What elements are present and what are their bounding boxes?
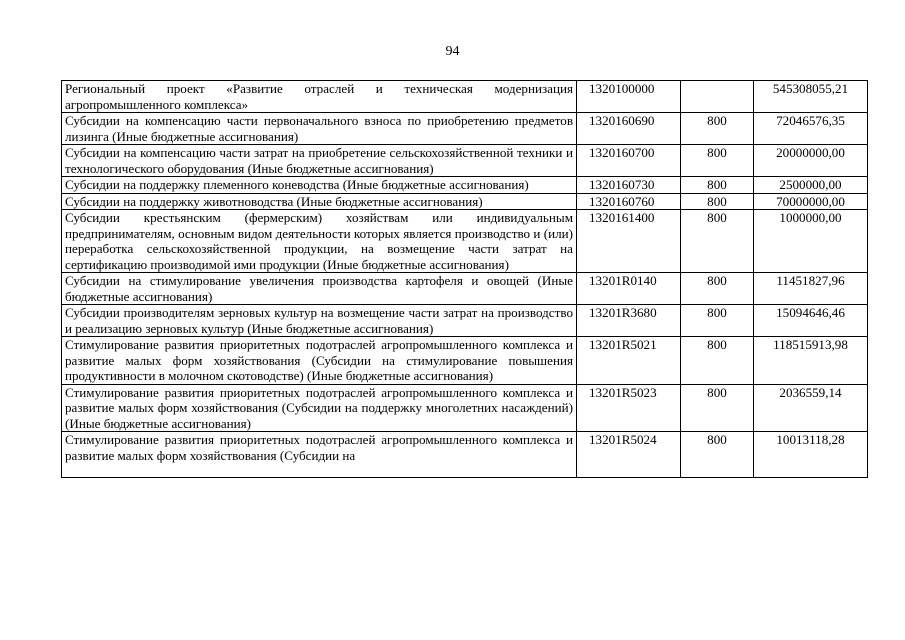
row-code: 1320160730 [577,177,681,194]
row-name [62,432,577,478]
row-amount: 2500000,00 [754,177,868,194]
row-kind: 800 [681,305,754,337]
row-kind [681,81,754,113]
row-amount: 10013118,28 [754,432,868,478]
row-name: Субсидии на компенсацию части затрат на приобретение сельскохозяйственной техники и технологического оборудования (Иные бюджетные ассигнования) [62,145,577,177]
row-kind: 800 [681,145,754,177]
row-code: 1320160690 [577,113,681,145]
table-row [62,210,868,273]
table-row [62,81,868,113]
table-row [62,177,868,194]
row-kind: 800 [681,384,754,432]
row-code: 1320160760 [577,193,681,210]
row-amount: 2036559,14 [754,384,868,432]
row-code: 13201R3680 [577,305,681,337]
row-amount: 1000000,00 [754,210,868,273]
table-row [62,145,868,177]
row-amount: 118515913,98 [754,337,868,385]
table-row [62,193,868,210]
row-code: 13201R5023 [577,384,681,432]
row-kind: 800 [681,113,754,145]
row-name: Стимулирование развития приоритетных подотраслей агропромышленного комплекса и развитие малых форм хозяйствования (Субсидии на стимулирование повышения продуктивности в молочном скотоводстве) (Иные бюджетные ассигнования) [62,337,577,385]
row-code: 1320160700 [577,145,681,177]
row-name: Субсидии на поддержку животноводства (Иные бюджетные ассигнования) [62,193,577,210]
budget-table [61,80,868,478]
row-kind: 800 [681,432,754,478]
row-name: Региональный проект «Развитие отраслей и техническая модернизация агропромышленного комплекса» [62,81,577,113]
row-code: 13201R5021 [577,337,681,385]
row-name: Стимулирование развития приоритетных подотраслей агропромышленного комплекса и развитие малых форм хозяйствования (Субсидии на поддержку многолетних насаждений) (Иные бюджетные ассигнования) [62,384,577,432]
row-name: Субсидии на стимулирование увеличения производства картофеля и овощей (Иные бюджетные ассигнования) [62,273,577,305]
row-kind: 800 [681,193,754,210]
row-code: 1320161400 [577,210,681,273]
table-row-partial [62,432,868,478]
table-row [62,305,868,337]
row-code: 1320100000 [577,81,681,113]
row-name-text: Стимулирование развития приоритетных подотраслей агропромышленного комплекса и развитие малых форм хозяйствования (Субсидии на [65,432,573,463]
page-number: 94 [445,44,460,59]
row-amount: 545308055,21 [754,81,868,113]
row-name: Субсидии на поддержку племенного коневодства (Иные бюджетные ассигнования) [62,177,577,194]
row-kind: 800 [681,177,754,194]
row-name: Субсидии производителям зерновых культур на возмещение части затрат на производство и реализацию зерновых культур (Иные бюджетные ассигнования) [62,305,577,337]
row-amount: 15094646,46 [754,305,868,337]
table-row [62,384,868,432]
row-amount: 20000000,00 [754,145,868,177]
row-amount: 11451827,96 [754,273,868,305]
row-amount: 70000000,00 [754,193,868,210]
table-row [62,113,868,145]
row-name: Субсидии на компенсацию части первоначального взноса по приобретению предметов лизинга (Иные бюджетные ассигнования) [62,113,577,145]
row-code: 13201R5024 [577,432,681,478]
table-row [62,337,868,385]
row-code: 13201R0140 [577,273,681,305]
table-row [62,273,868,305]
row-kind: 800 [681,273,754,305]
row-kind: 800 [681,210,754,273]
row-amount: 72046576,35 [754,113,868,145]
row-name: Субсидии крестьянским (фермерским) хозяйствам или индивидуальным предпринимателям, основным видом деятельности которых является производство и (или) переработка сельскохозяйственной продукции, на возмещение части затрат на сертификацию производимой ими продукции (Иные бюджетные ассигнования) [62,210,577,273]
row-kind: 800 [681,337,754,385]
